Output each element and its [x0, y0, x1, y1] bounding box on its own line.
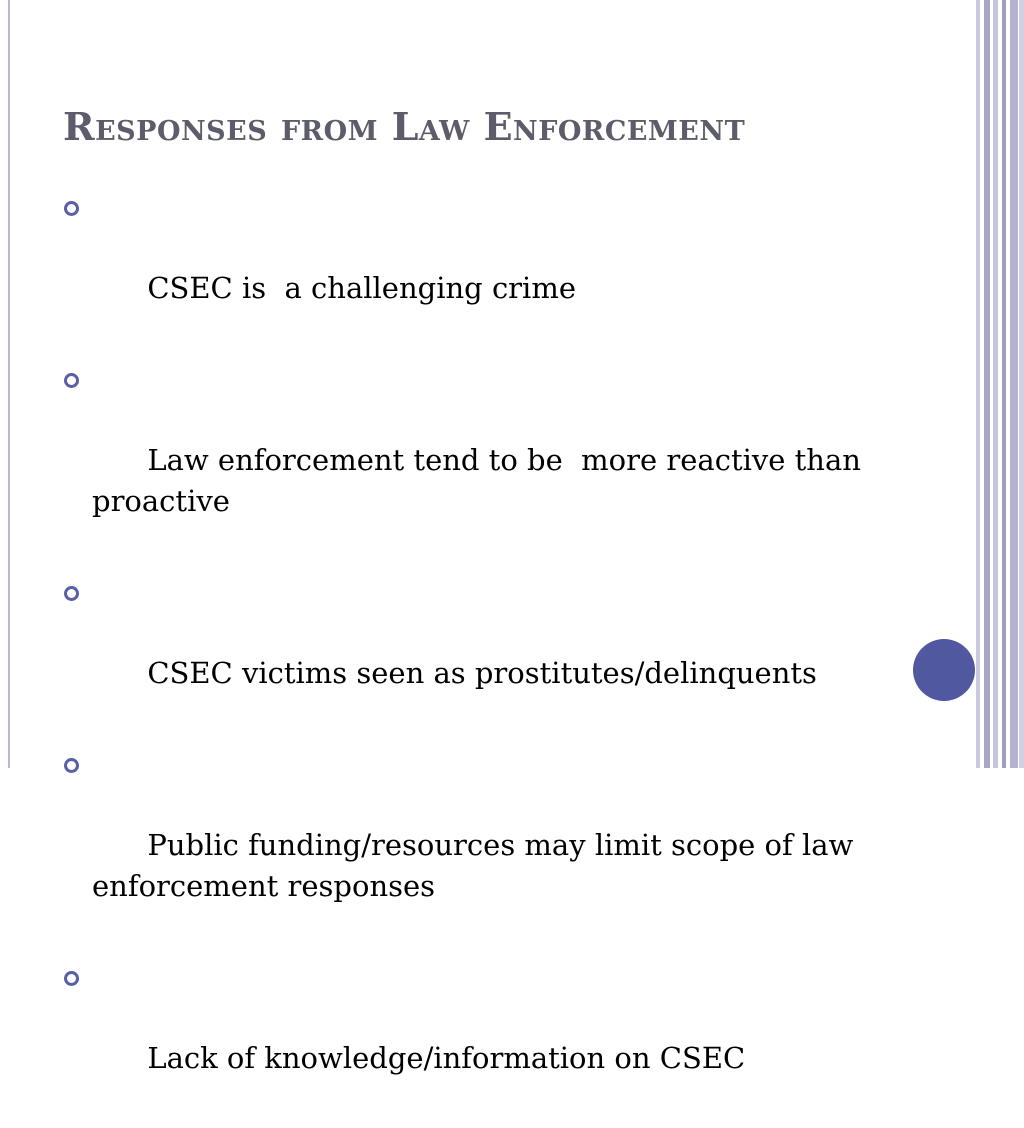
bullet-text: CSEC is a challenging crime	[147, 271, 576, 305]
hollow-circle-icon	[64, 758, 79, 773]
right-stripe	[993, 0, 998, 768]
bullet-item	[62, 358, 871, 563]
bullet-text: CSEC victims seen as prostitutes/delinquents	[147, 656, 817, 690]
hollow-circle-icon	[64, 586, 79, 601]
bullet-text: Public funding/resources may limit scope of law enforcement responses	[92, 828, 863, 903]
bullet-item	[62, 571, 862, 735]
right-stripe	[1010, 0, 1018, 768]
bullet-list	[62, 186, 871, 1128]
bullet-item	[62, 956, 862, 1120]
bullet-item	[62, 186, 862, 350]
bullet-item	[62, 743, 862, 948]
hollow-circle-icon	[64, 373, 79, 388]
hollow-circle-icon	[64, 201, 79, 216]
right-stripe	[984, 0, 990, 768]
right-stripe	[1002, 0, 1006, 768]
left-border-line	[8, 0, 10, 768]
bullet-text: Law enforcement tend to be more reactive than proactive	[92, 443, 871, 518]
bullet-text: Lack of knowledge/information on CSEC	[147, 1041, 746, 1075]
slide-title: Responses from Law Enforcement	[63, 104, 746, 149]
right-stripe	[976, 0, 980, 768]
hollow-circle-icon	[64, 971, 79, 986]
right-stripe	[1019, 0, 1024, 768]
decorative-circle	[913, 639, 975, 701]
